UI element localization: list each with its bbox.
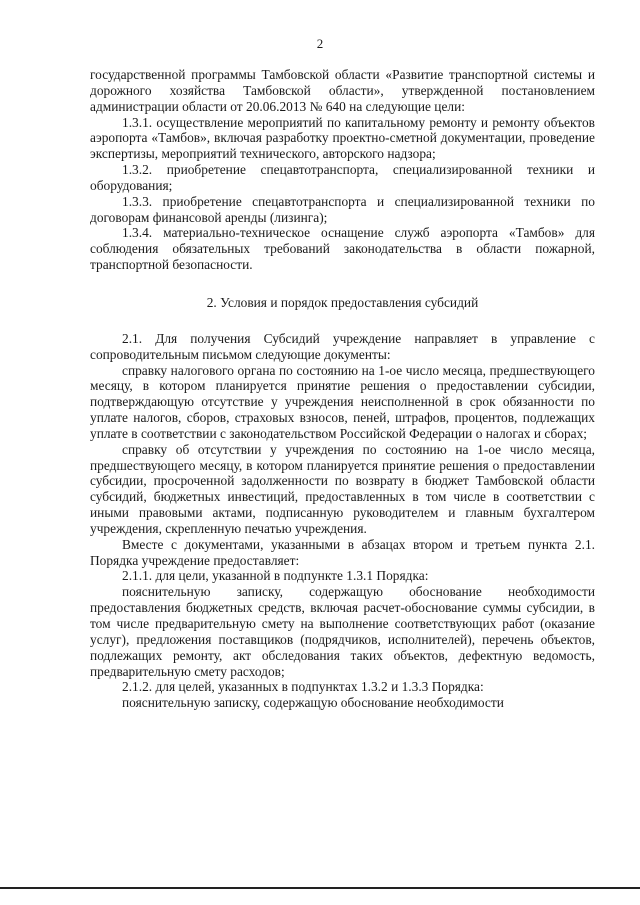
paragraph-explanatory-note-1: пояснительную записку, содержащую обоснование необходимости предоставления бюджетных средств, включая расчет-обоснование суммы субсидии, в том числе предварительную смету на выполнение соответствующих работ (оказание услуг), предложения поставщиков (подрядчиков, исполнителей), перечень объектов, подлежащих ремонту, акт обследования таких объектов, дефектную ведомость, предварительную смету расходов; — [90, 584, 595, 679]
spacer — [90, 311, 595, 331]
document-body — [90, 67, 595, 711]
page-number: 2 — [316, 36, 324, 51]
paragraph-item-2-1: 2.1. Для получения Субсидий учреждение направляет в управление с сопроводительным письмом следующие документы: — [90, 330, 595, 362]
paragraph-additional-documents: Вместе с документами, указанными в абзацах втором и третьем пункта 2.1. Порядка учреждение предоставляет: — [90, 536, 595, 568]
paragraph-tax-certificate: справку налогового органа по состоянию на 1-ое число месяца, предшествующего месяцу, в котором планируется принятие решения о предоставлении субсидии, подтверждающую отсутствие у учреждения неисполненной в срок обязанности по уплате налогов, сборов, страховых взносов, пеней, штрафов, процентов, подлежащих уплате в соответствии с законодательством Российской Федерации о налогах и сборах; — [90, 362, 595, 441]
paragraph-program-purpose: государственной программы Тамбовской области «Развитие транспортной системы и дорожного хозяйства Тамбовской области», утвержденной постановлением администрации области от 20.06.2013 № 640 на следующие цели: — [90, 67, 595, 114]
bottom-rule — [0, 887, 640, 889]
paragraph-item-1-3-3: 1.3.3. приобретение спецавтотранспорта и специализированной техники по договорам финансовой аренды (лизинга); — [90, 193, 595, 225]
paragraph-item-1-3-2: 1.3.2. приобретение спецавтотранспорта, специализированной техники и оборудования; — [90, 162, 595, 193]
spacer — [90, 273, 595, 295]
paragraph-item-1-3-1: 1.3.1. осуществление мероприятий по капитальному ремонту и ремонту объектов аэропорта «Тамбов», включая разработку проектно-сметной документации, проведение экспертизы, мероприятий технического, авторского надзора; — [90, 114, 595, 162]
section-heading: 2. Условия и порядок предоставления субсидий — [206, 294, 479, 310]
paragraph-debt-certificate: справку об отсутствии у учреждения по состоянию на 1-ое число месяца, предшествующего месяцу, в котором планируется принятие решения о предоставлении субсидии, просроченной задолженности по возврату в бюджет Тамбовской области субсидий, бюджетных инвестиций, предоставленных в том числе в соответствии с иными правовыми актами, подписанную руководителем и главным бухгалтером учреждения, скрепленную печатью учреждения. — [90, 441, 595, 536]
paragraph-item-2-1-2: 2.1.2. для целей, указанных в подпунктах 1.3.2 и 1.3.3 Порядка: — [122, 679, 484, 695]
paragraph-item-1-3-4: 1.3.4. материально-техническое оснащение служб аэропорта «Тамбов» для соблюдения обязательных требований законодательства в области пожарной, транспортной безопасности. — [90, 225, 595, 273]
paragraph-item-2-1-1: 2.1.1. для цели, указанной в подпункте 1.3.1 Порядка: — [122, 568, 429, 584]
paragraph-explanatory-note-2: пояснительную записку, содержащую обоснование необходимости — [122, 695, 504, 711]
